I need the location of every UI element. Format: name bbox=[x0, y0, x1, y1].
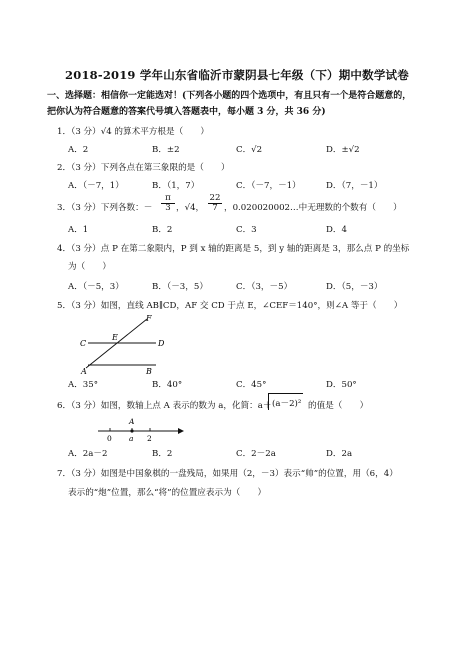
question-7-stem-line2: 表示的“炮”位置，那么“将”的位置应表示为（ ） bbox=[68, 488, 267, 498]
question-5-option-c: C．45° bbox=[236, 380, 267, 390]
question-3-option-c: C．3 bbox=[236, 225, 257, 235]
question-4-option-c: C．（3，－5） bbox=[236, 282, 293, 292]
question-2-option-d: D．（7，－1） bbox=[326, 181, 383, 191]
section-instruction-line2: 把你认为符合题意的答案代号填入答题表中，每小题 3 分，共 36 分) bbox=[47, 107, 326, 117]
question-5-stem: 5．（3 分）如图，直线 AB∥CD，AF 交 CD 于点 E，∠CEF＝140°，则∠A 等于（ ） bbox=[57, 301, 403, 311]
question-6-option-a: A．2a－2 bbox=[68, 449, 108, 459]
fraction-numerator: 22 bbox=[209, 193, 221, 203]
question-6-option-c: C．2－2a bbox=[236, 449, 276, 459]
question-4-option-a: A．（－5，3） bbox=[68, 282, 124, 292]
question-2-stem: 2．（3 分）下列各点在第三象限的是（ ） bbox=[57, 163, 230, 173]
question-6-option-b: B．2 bbox=[152, 449, 173, 459]
question-2-option-b: B．（1，7） bbox=[152, 181, 200, 191]
question-3-option-b: B．2 bbox=[152, 225, 173, 235]
question-6-option-d: D．2a bbox=[326, 449, 353, 459]
fraction-denominator: 7 bbox=[212, 203, 218, 213]
question-5-option-a: A．35° bbox=[68, 380, 99, 390]
exam-title: 2018-2019 学年山东省临沂市蒙阴县七年级（下）期中数学试卷 bbox=[65, 68, 409, 82]
label-d: D bbox=[158, 339, 165, 348]
question-3-option-d: D．4 bbox=[326, 225, 347, 235]
question-3-stem-middle: ，√4， bbox=[176, 203, 205, 213]
arrow-right-icon bbox=[178, 428, 184, 434]
question-6-number-line bbox=[94, 413, 186, 443]
question-3-stem-end: ，0.020020002…中无理数的个数有（ ） bbox=[224, 203, 402, 213]
label-a: a bbox=[129, 434, 134, 443]
question-3-fraction-pi-over-3 bbox=[161, 194, 175, 213]
label-e: E bbox=[112, 333, 118, 342]
label-point-a: A bbox=[129, 417, 135, 426]
question-2-option-a: A．（－7，1） bbox=[68, 181, 124, 191]
question-6-stem-start: 6．（3 分）如图，数轴上点 A 表示的数为 a，化简：a＋ bbox=[57, 401, 272, 411]
question-4-stem-line1: 4．（3 分）点 P 在第二象限内，P 到 x 轴的距离是 5，到 y 轴的距离是 3，那么点 P 的坐标 bbox=[57, 244, 410, 254]
section-instruction-line1: 一、选择题：相信你一定能选对！(下列各小题的四个选项中，有且只有一个是符合题意的， bbox=[47, 91, 412, 101]
question-4-option-b: B．（－3，5） bbox=[152, 282, 208, 292]
question-6-radical: (a－2)² bbox=[268, 393, 303, 410]
line-af bbox=[86, 319, 147, 368]
label-b: B bbox=[146, 367, 152, 375]
question-3-fraction-22-over-7 bbox=[208, 194, 222, 213]
question-1-option-b: B．±2 bbox=[152, 145, 180, 155]
point-a bbox=[130, 429, 133, 432]
question-4-option-d: D．（5，－3） bbox=[326, 282, 383, 292]
fraction-denominator: 3 bbox=[165, 203, 171, 213]
question-6-stem-end: 的值是（ ） bbox=[308, 401, 369, 411]
question-1-option-a: A．2 bbox=[68, 145, 89, 155]
label-zero: 0 bbox=[107, 434, 112, 443]
question-1-option-d: D．±√2 bbox=[326, 145, 360, 155]
question-2-option-c: C．（－7，－1） bbox=[236, 181, 301, 191]
question-3-option-a: A．1 bbox=[68, 225, 89, 235]
label-a: A bbox=[81, 367, 87, 375]
question-1-option-c: C．√2 bbox=[236, 145, 263, 155]
question-5-option-b: B．40° bbox=[152, 380, 183, 390]
question-5-figure bbox=[80, 313, 180, 375]
label-c: C bbox=[80, 339, 87, 348]
label-f: F bbox=[146, 314, 152, 323]
question-5-option-d: D．50° bbox=[326, 380, 357, 390]
label-two: 2 bbox=[147, 434, 152, 443]
question-4-stem-line2: 为（ ） bbox=[68, 262, 111, 272]
question-1-stem: 1．（3 分）√4 的算术平方根是（ ） bbox=[57, 127, 209, 137]
question-7-stem-line1: 7．（3 分）如图是中国象棋的一盘残局，如果用（2，－3）表示“帅”的位置，用（6，4） bbox=[57, 469, 398, 479]
fraction-numerator: π bbox=[161, 194, 175, 204]
question-3-stem-start: 3．（3 分）下列各数：－ bbox=[57, 203, 153, 213]
